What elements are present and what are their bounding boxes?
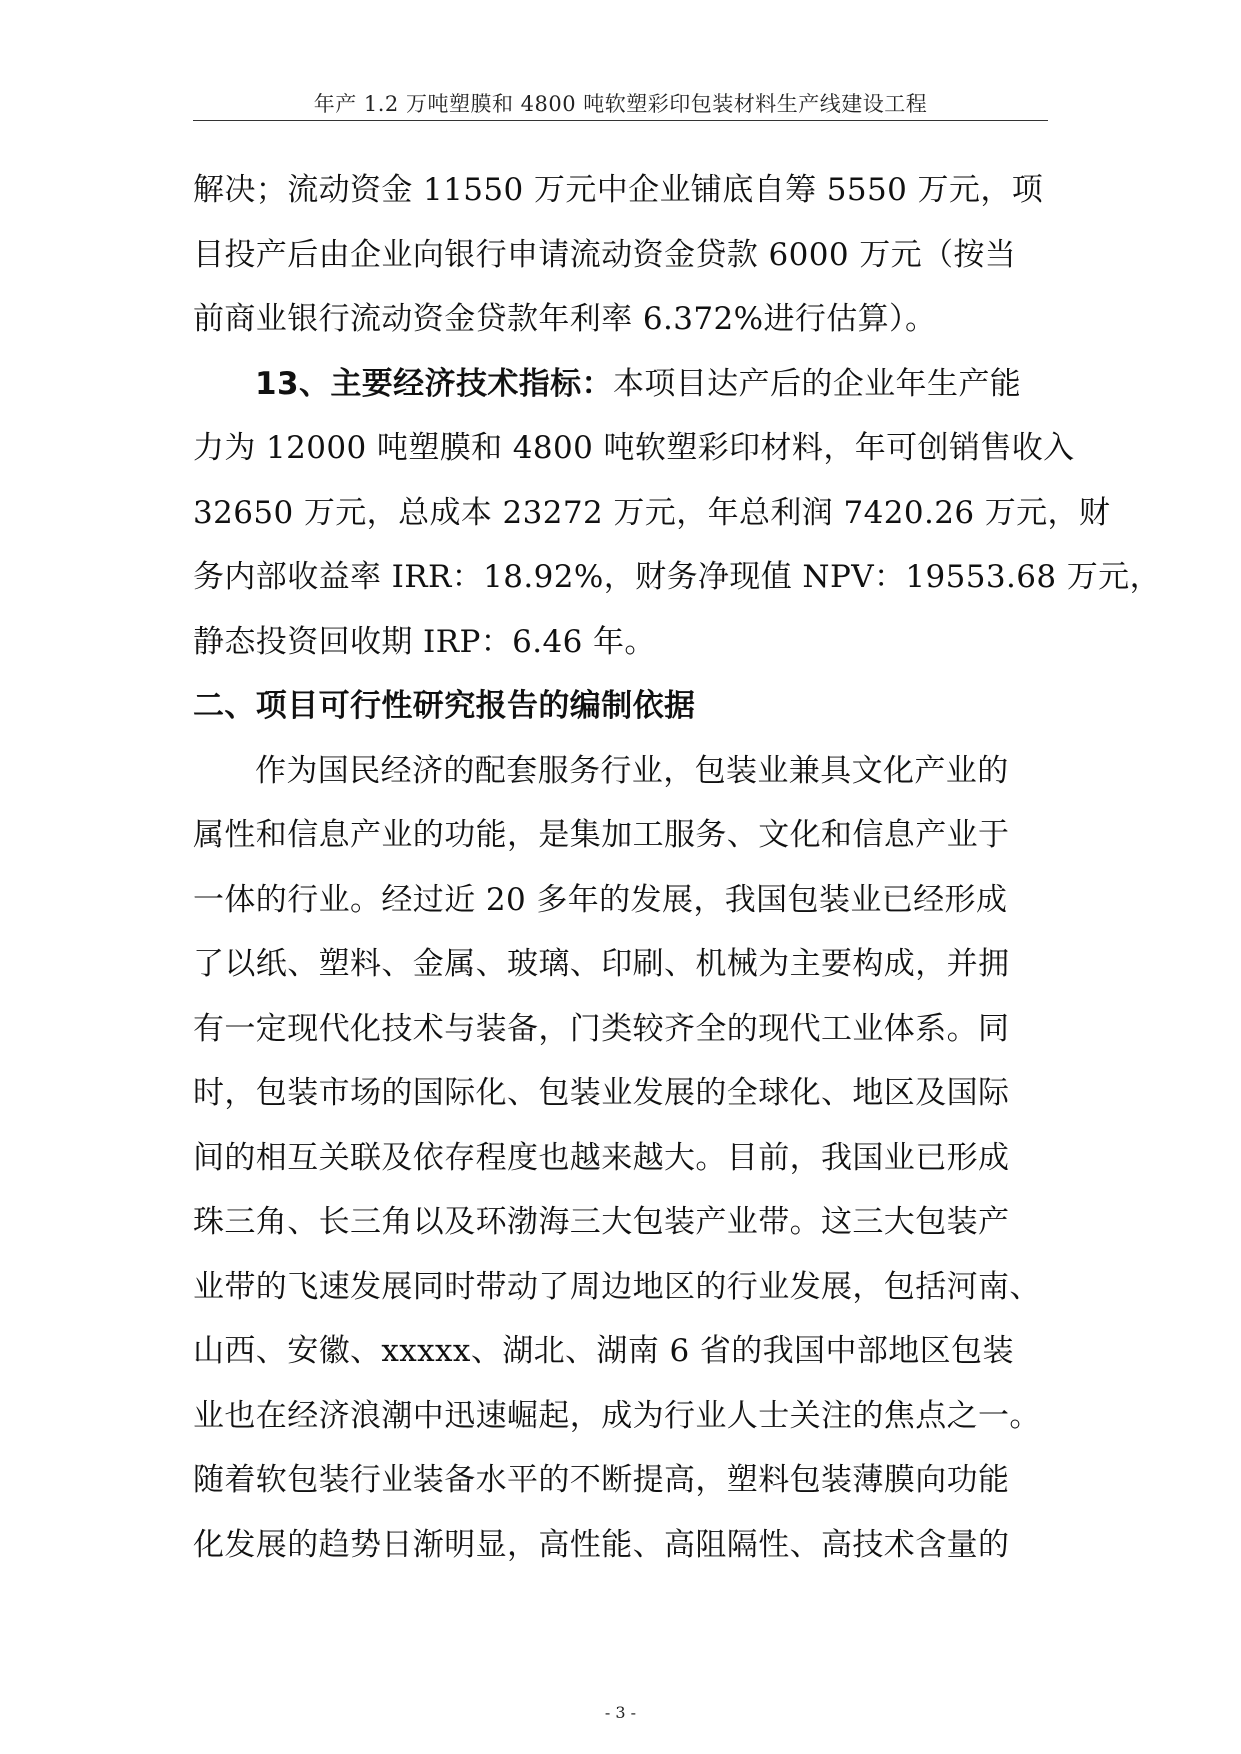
body-line: 作为国民经济的配套服务行业，包装业兼具文化产业的 (255, 752, 1009, 789)
body-line: 本项目达产后的企业年生产能 (612, 365, 1022, 402)
body-line: 目投产后由企业向银行申请流动资金贷款 6000 万元（按当 (193, 236, 1017, 273)
body-line: 务内部收益率 IRR：18.92%，财务净现值 NPV：19553.68 万元， (193, 559, 1161, 595)
body-line: 山西、安徽、xxxxx、湖北、湖南 6 省的我国中部地区包装 (193, 1333, 1014, 1369)
running-header: 年产 1.2 万吨塑膜和 4800 吨软塑彩印包装材料生产线建设工程 (313, 92, 928, 116)
body-line: 一体的行业。经过近 20 多年的发展，我国包装业已经形成 (193, 881, 1008, 918)
document-body (193, 158, 1161, 1577)
body-line: 力为 12000 吨塑膜和 4800 吨软塑彩印材料，年可创销售收入 (193, 430, 1075, 466)
body-line: 业带的飞速发展同时带动了周边地区的行业发展，包括河南、 (193, 1268, 1041, 1305)
body-line: 随着软包装行业装备水平的不断提高，塑料包装薄膜向功能 (193, 1462, 1010, 1498)
body-line: 珠三角、长三角以及环渤海三大包装产业带。这三大包装产 (193, 1204, 1010, 1240)
section-2-heading: 二、项目可行性研究报告的编制依据 (193, 688, 696, 724)
item-13-paragraph-start (193, 352, 1048, 417)
body-line: 32650 万元，总成本 23272 万元，年总利润 7420.26 万元，财 (193, 494, 1111, 531)
body-line: 了以纸、塑料、金属、玻璃、印刷、机械为主要构成，并拥 (193, 946, 1010, 982)
body-line: 时，包装市场的国际化、包装业发展的全球化、地区及国际 (193, 1075, 1010, 1111)
item-13-heading: 13、主要经济技术指标： (255, 365, 613, 402)
body-line: 属性和信息产业的功能，是集加工服务、文化和信息产业于 (193, 817, 1010, 853)
body-line: 静态投资回收期 IRP：6.46 年。 (193, 623, 656, 660)
body-line: 间的相互关联及依存程度也越来越大。目前，我国业已形成 (193, 1139, 1010, 1176)
body-line: 解决；流动资金 11550 万元中企业铺底自筹 5550 万元，项 (193, 172, 1044, 208)
body-line: 有一定现代化技术与装备，门类较齐全的现代工业体系。同 (193, 1010, 1010, 1047)
body-line: 化发展的趋势日渐明显，高性能、高阻隔性、高技术含量的 (193, 1526, 1010, 1563)
header-divider (193, 120, 1048, 121)
body-line: 业也在经济浪潮中迅速崛起，成为行业人士关注的焦点之一。 (193, 1397, 1041, 1434)
body-line: 前商业银行流动资金贷款年利率 6.372%进行估算）。 (193, 301, 937, 337)
page-number: - 3 - (604, 1703, 637, 1722)
